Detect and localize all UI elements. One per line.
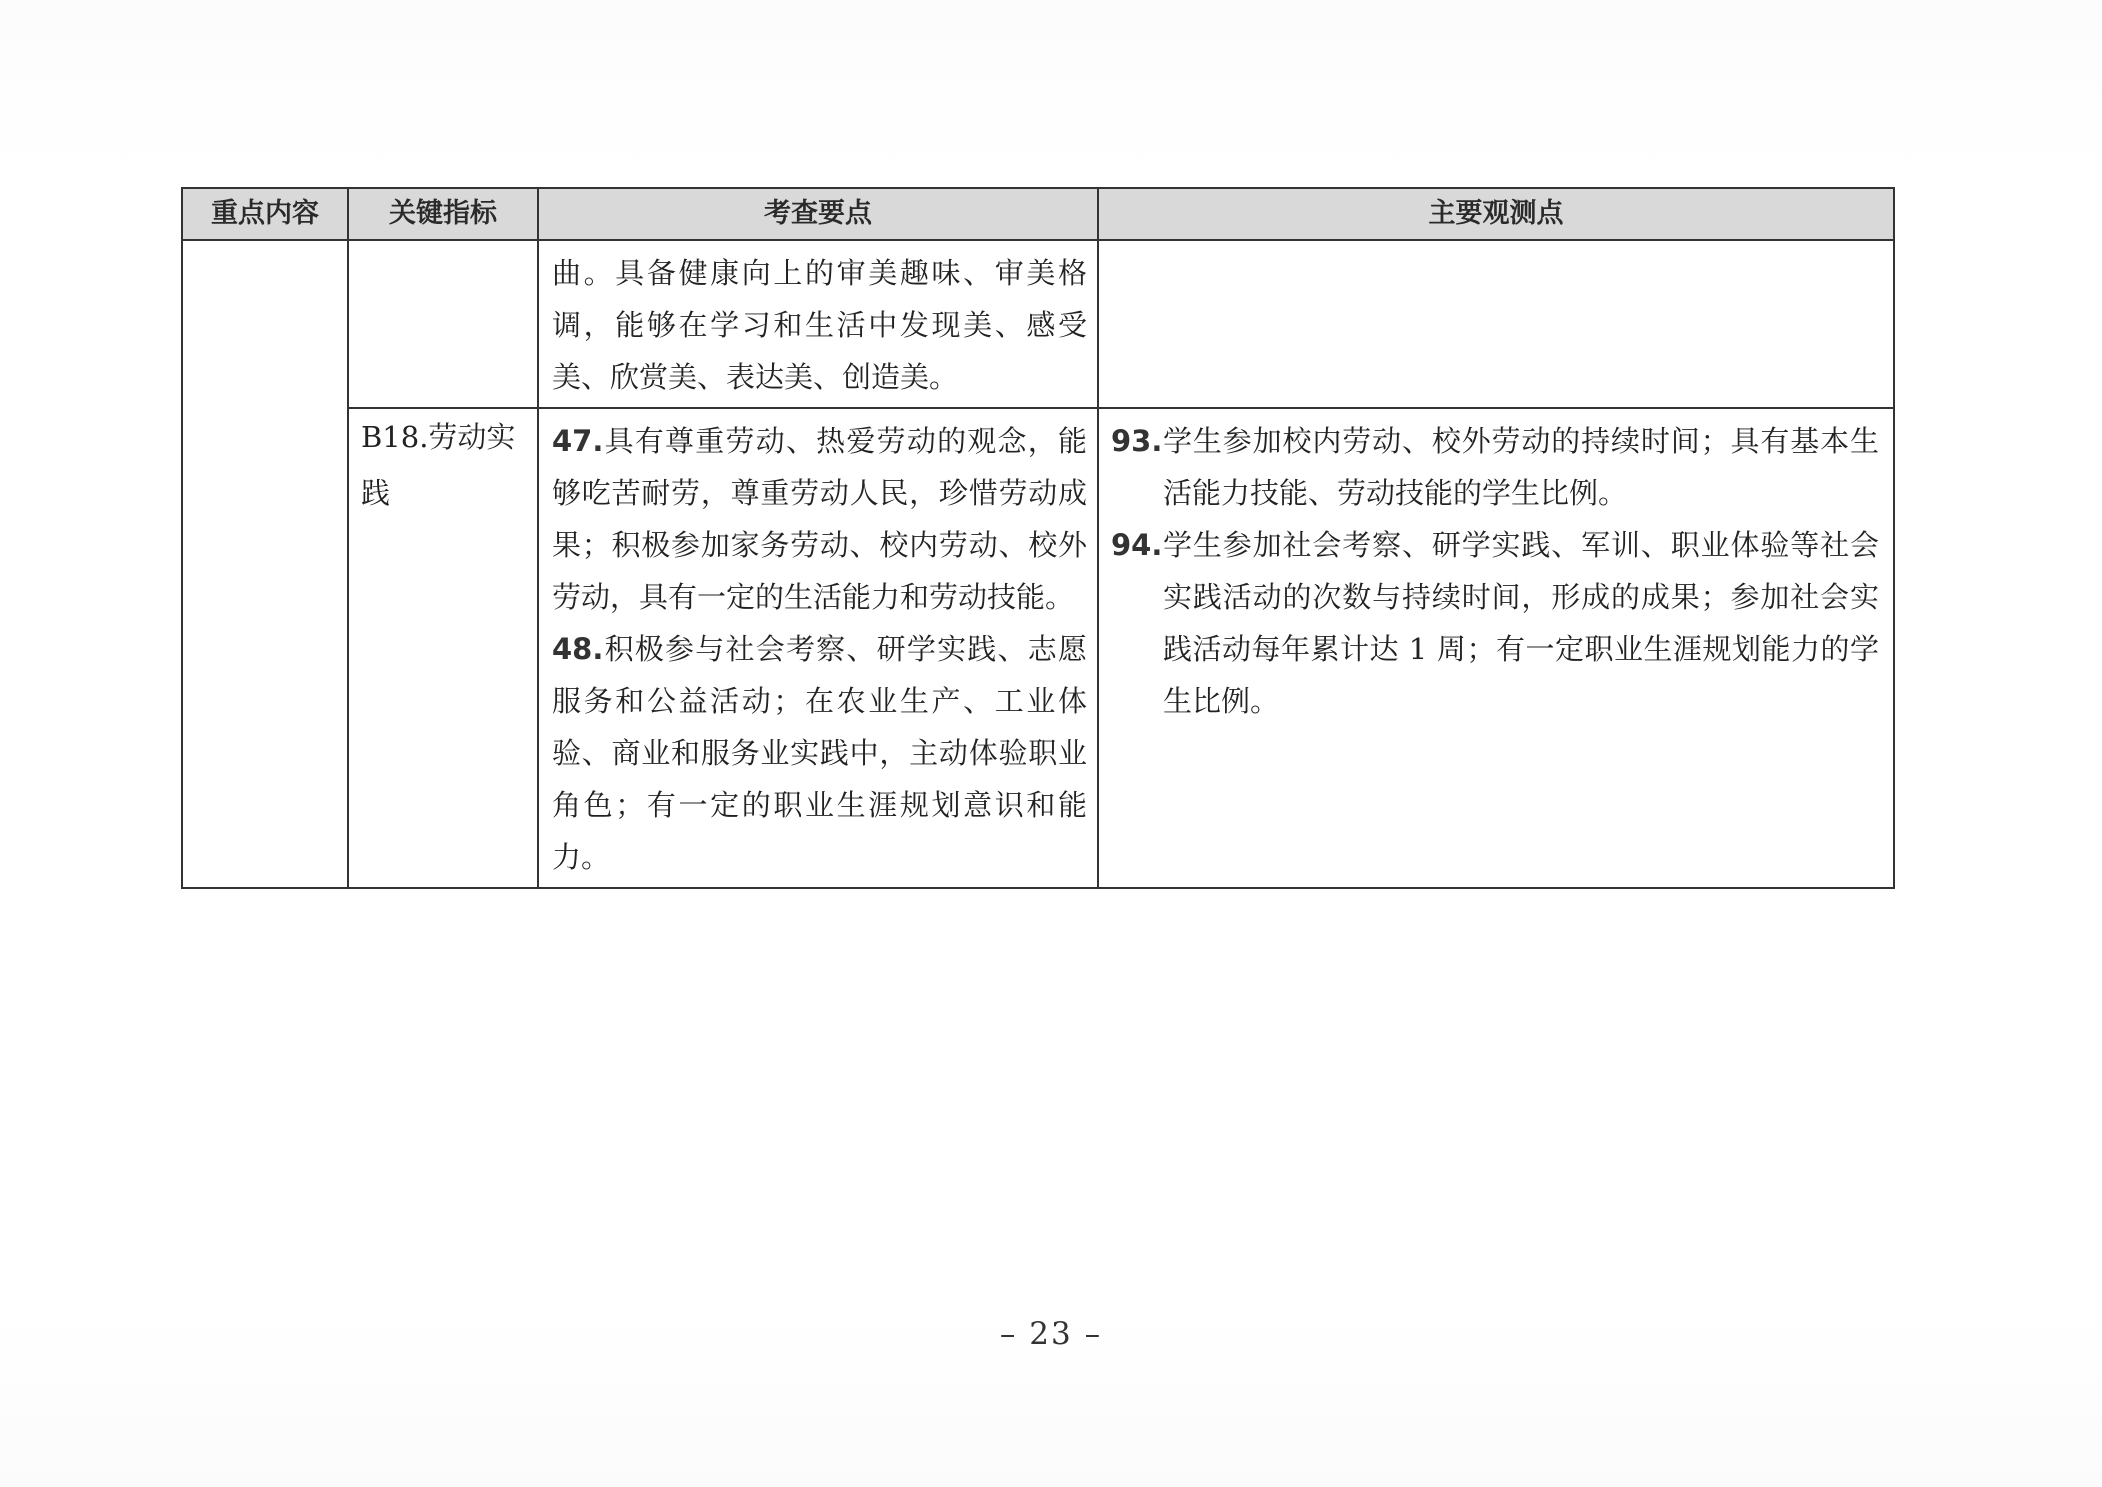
indicator-cell-empty [348, 240, 538, 408]
observation-cell-empty [1098, 240, 1894, 408]
header-focus-content: 重点内容 [182, 188, 348, 240]
observation-cell [1098, 408, 1894, 888]
key-points-list [539, 409, 1097, 887]
observation-number: 93. [1111, 424, 1163, 458]
key-point-text: 具有尊重劳动、热爱劳动的观念，能够吃苦耐劳，尊重劳动人民，珍惜劳动成果；积极参加家务劳动、校内劳动、校外劳动，具有一定的生活能力和劳动技能。 [552, 424, 1087, 614]
observation-text: 学生参加校内劳动、校外劳动的持续时间；具有基本生活能力技能、劳动技能的学生比例。 [1163, 424, 1879, 510]
observation-item [1111, 415, 1879, 519]
observation-list [1099, 409, 1893, 731]
key-point-item [552, 415, 1087, 623]
focus-content-cell [182, 240, 348, 888]
key-point-number: 48. [552, 632, 604, 666]
key-points-cell [538, 240, 1098, 408]
evaluation-table [181, 187, 1895, 889]
table-row [182, 240, 1894, 408]
key-point-item [552, 623, 1087, 883]
observation-text: 学生参加社会考察、研学实践、军训、职业体验等社会实践活动的次数与持续时间，形成的成果；参加社会实践活动每年累计达 1 周；有一定职业生涯规划能力的学生比例。 [1163, 528, 1879, 718]
table-header-row [182, 188, 1894, 240]
indicator-label: B18.劳动实践 [361, 420, 516, 510]
observation-item [1111, 519, 1879, 727]
table-row [182, 408, 1894, 888]
indicator-cell [348, 408, 538, 888]
key-point-number: 47. [552, 424, 604, 458]
page-number: – 23 – [999, 1316, 1103, 1352]
header-key-points: 考查要点 [538, 188, 1098, 240]
observation-number: 94. [1111, 528, 1163, 562]
header-observation-points: 主要观测点 [1098, 188, 1894, 240]
key-points-cell [538, 408, 1098, 888]
key-points-continued-text: 曲。具备健康向上的审美趣味、审美格调，能够在学习和生活中发现美、感受美、欣赏美、表达美、创造美。 [552, 256, 1087, 394]
header-key-indicator: 关键指标 [348, 188, 538, 240]
key-point-text: 积极参与社会考察、研学实践、志愿服务和公益活动；在农业生产、工业体验、商业和服务业实践中，主动体验职业角色；有一定的职业生涯规划意识和能力。 [552, 632, 1087, 874]
